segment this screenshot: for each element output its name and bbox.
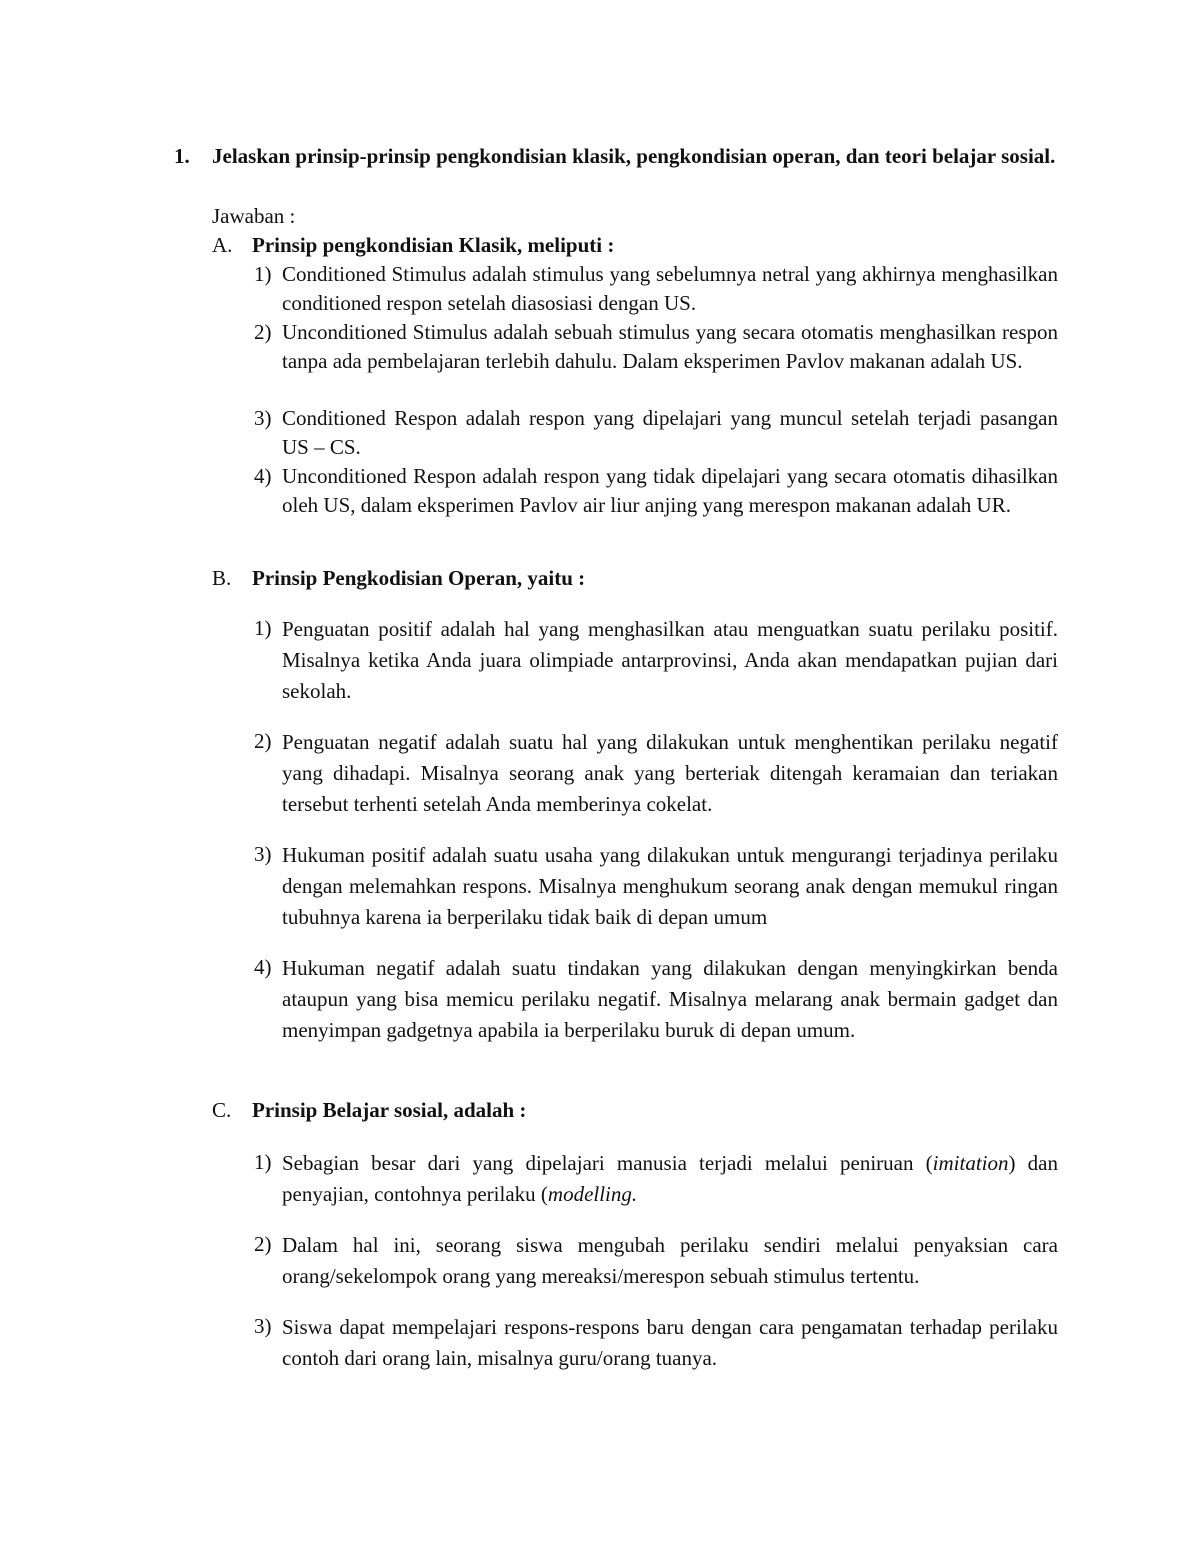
list-item-emphasis: imitation: [932, 1151, 1009, 1175]
list-item-text: Penguatan positif adalah hal yang menghasilkan atau menguatkan suatu perilaku positif. Misalnya ketika Anda juara olimpiade antarprovinsi, Anda akan mendapatkan pujian dari sekolah.: [282, 617, 1058, 703]
list-item-text: Hukuman positif adalah suatu usaha yang dilakukan untuk mengurangi terjadinya perilaku dengan melemahkan respons. Misalnya menghukum seorang anak dengan memukul ringan tubuhnya karena ia berperilaku tidak baik di depan umum: [282, 843, 1058, 929]
list-item-number: 3): [254, 842, 272, 866]
list-item-number: 1): [254, 262, 272, 286]
question-text: Jelaskan prinsip-prinsip pengkondisian klasik, pengkondisian operan, dan teori belajar sosial.: [212, 144, 1056, 168]
list-item-text: [282, 1148, 1058, 1210]
list-item-number: 4): [254, 955, 272, 979]
section-letter: C.: [212, 1098, 232, 1122]
list-item-number: 2): [254, 320, 272, 344]
list-item-text: Siswa dapat mempelajari respons-respons baru dengan cara pengamatan terhadap perilaku contoh dari orang lain, misalnya guru/orang tuanya.: [282, 1315, 1058, 1370]
answer-label: Jawaban :: [212, 204, 296, 228]
list-item-number: 3): [254, 406, 272, 430]
list-item-number: 1): [254, 1150, 272, 1174]
question-number: 1.: [174, 144, 190, 168]
list-item-text: Unconditioned Respon adalah respon yang tidak dipelajari yang secara otomatis dihasilkan oleh US, dalam eksperimen Pavlov air liur anjing yang merespon makanan adalah UR.: [282, 464, 1058, 517]
list-item-text: Dalam hal ini, seorang siswa mengubah perilaku sendiri melalui penyaksian cara orang/sekelompok orang yang mereaksi/merespon sebuah stimulus tertentu.: [282, 1233, 1058, 1288]
section-title: Prinsip Pengkodisian Operan, yaitu :: [252, 566, 586, 590]
list-item-text: Unconditioned Stimulus adalah sebuah stimulus yang secara otomatis menghasilkan respon tanpa ada pembelajaran terlebih dahulu. Dalam eksperimen Pavlov makanan adalah US.: [282, 320, 1058, 373]
section-letter: A.: [212, 233, 233, 257]
list-item-number: 2): [254, 729, 272, 753]
list-item-text: Conditioned Respon adalah respon yang dipelajari yang muncul setelah terjadi pasangan US – CS.: [282, 406, 1058, 459]
list-item-number: 2): [254, 1232, 272, 1256]
list-item-number: 3): [254, 1314, 272, 1338]
list-item-emphasis: modelling.: [547, 1182, 638, 1206]
list-item-number: 1): [254, 616, 272, 640]
section-title: Prinsip Belajar sosial, adalah :: [252, 1098, 527, 1122]
list-item-text-part: Sebagian besar dari yang dipelajari manusia terjadi melalui peniruan (: [282, 1151, 933, 1175]
list-item-text: Penguatan negatif adalah suatu hal yang dilakukan untuk menghentikan perilaku negatif yang dihadapi. Misalnya seorang anak yang berteriak ditengah keramaian dan teriakan tersebut terhenti setelah Anda memberinya cokelat.: [282, 730, 1058, 816]
list-item-text: Hukuman negatif adalah suatu tindakan yang dilakukan dengan menyingkirkan benda ataupun yang bisa memicu perilaku negatif. Misalnya melarang anak bermain gadget dan menyimpan gadgetnya apabila ia berperilaku buruk di depan umum.: [282, 956, 1058, 1042]
section-title: Prinsip pengkondisian Klasik, meliputi :: [252, 233, 615, 257]
section-letter: B.: [212, 566, 232, 590]
list-item-text-part: ) dan penyajian, contohnya perilaku (: [282, 1151, 1058, 1206]
list-item-text: Conditioned Stimulus adalah stimulus yang sebelumnya netral yang akhirnya menghasilkan conditioned respon setelah diasosiasi dengan US.: [282, 262, 1058, 315]
list-item-number: 4): [254, 464, 272, 488]
